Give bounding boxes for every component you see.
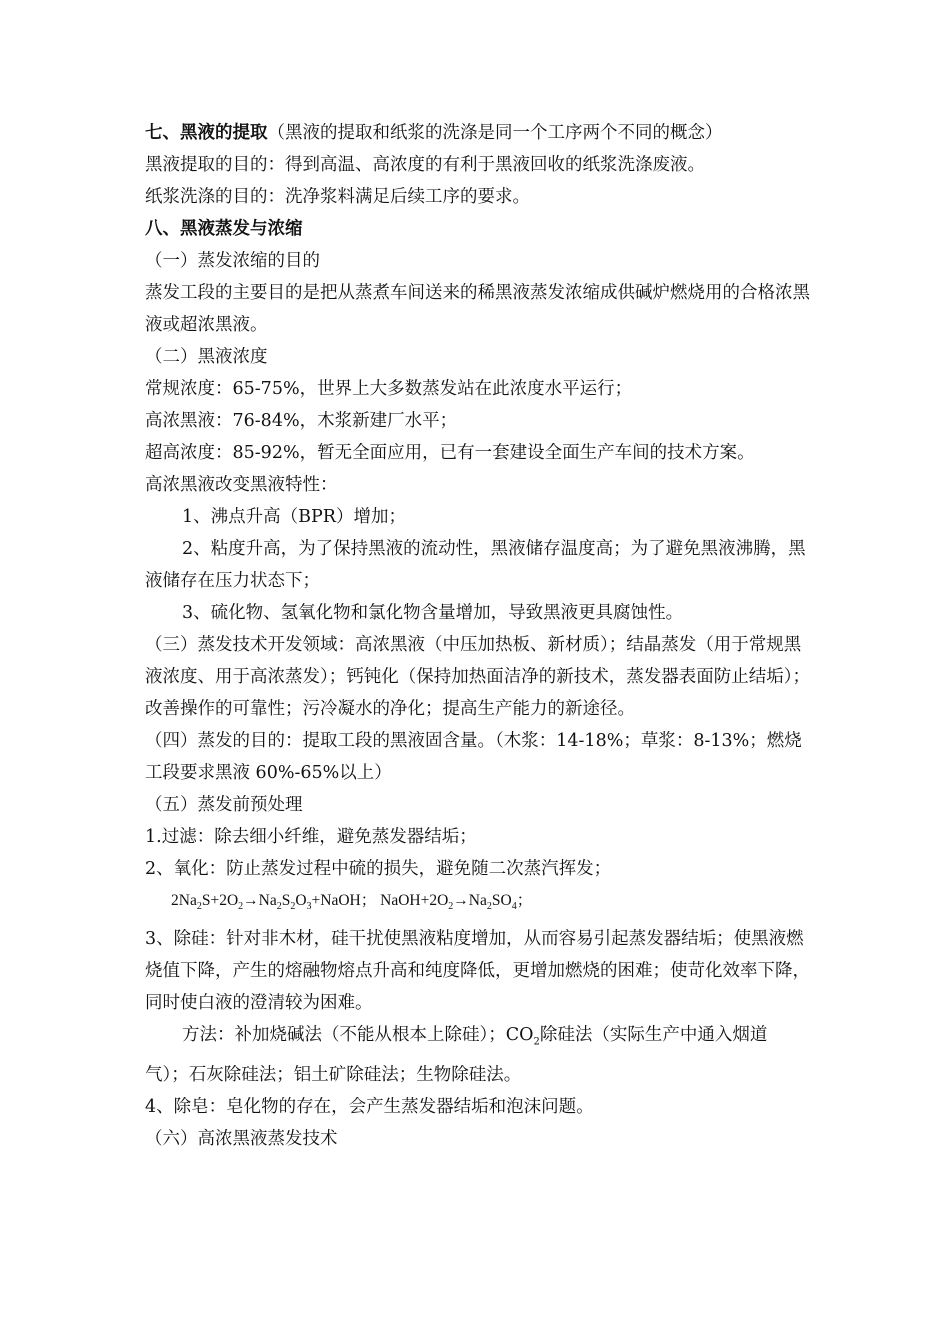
section-7-note: （黑液的提取和纸浆的洗涤是同一个工序两个不同的概念） (267, 123, 723, 143)
pretreatment-item-2: 2、氧化：防止蒸发过程中硫的损失，避免随二次蒸汽挥发； (145, 859, 612, 879)
characteristic-item-1: 1、沸点升高（BPR）增加； (182, 507, 406, 527)
eq-sub: 2 (290, 901, 296, 913)
subsection-5-title: （五）蒸发前预处理 (145, 795, 303, 815)
methods-part-b: 除硅法（实际生产中通入烟道气）；石灰除硅法；铝土矿除硅法；生物除硅法。 (145, 1025, 768, 1085)
eq-part: S+2O (201, 892, 239, 909)
eq-part: +NaOH； (311, 892, 377, 909)
methods-part-a: 方法：补加烧碱法（不能从根本上除硅）；CO (182, 1025, 534, 1046)
eq-part: O (295, 892, 307, 909)
subsection-1-title: （一）蒸发浓缩的目的 (145, 251, 320, 271)
section-7-heading: 七、黑液的提取 (145, 123, 268, 143)
subsection-1-text: 蒸发工段的主要目的是把从蒸煮车间送来的稀黑液蒸发浓缩成供碱炉燃烧用的合格浓黑液或超浓黑液。 (145, 283, 810, 335)
concentration-ultra: 超高浓度：85-92%，暂无全面应用，已有一套建设全面生产车间的技术方案。 (145, 443, 755, 463)
eq-part: Na (468, 892, 487, 909)
characteristic-item-3: 3、硫化物、氢氧化物和氯化物含量增加，导致黑液更具腐蚀性。 (182, 603, 684, 623)
section-7-heading-line (145, 117, 810, 149)
eq-sub: 2 (276, 901, 282, 913)
arrow-icon: → (243, 892, 259, 909)
pretreatment-item-3: 3、除硅：针对非木材，硅干扰使黑液粘度增加，从而容易引起蒸发器结垢；使黑液燃烧值下降，产生的熔融物熔点升高和纯度降低，更增加燃烧的困难；使苛化效率下降，同时使白液的澄清较为困难。 (145, 929, 810, 1014)
arrow-icon: → (453, 892, 469, 909)
concentration-normal: 常规浓度：65-75%，世界上大多数蒸发站在此浓度水平运行； (145, 379, 633, 399)
eq-sub: 2 (486, 901, 492, 913)
subsection-3-text: （三）蒸发技术开发领域：高浓黑液（中压加热板、新材质）；结晶蒸发（用于常规黑液浓度、用于高浓蒸发）；钙钝化（保持加热面洁净的新技术，蒸发器表面防止结垢）；改善操作的可靠性；污冷凝水的净化；提高生产能力的新途径。 (145, 635, 810, 719)
eq-sub: 2 (448, 901, 454, 913)
pretreatment-item-4: 4、除皂：皂化物的存在，会产生蒸发器结垢和泡沫问题。 (145, 1096, 594, 1117)
eq-part: 2Na (171, 892, 197, 909)
eq-sub: 4 (511, 901, 517, 913)
eq-part: SO (491, 892, 512, 909)
subsection-4-text: （四）蒸发的目的：提取工段的黑液固含量。（木浆：14-18%；草浆：8-13%；燃烧工段要求黑液 60%-65%以上） (145, 731, 802, 783)
extraction-purpose: 黑液提取的目的：得到高温、高浓度的有利于黑液回收的纸浆洗涤废液。 (145, 155, 705, 175)
eq-part: NaOH+2O (380, 892, 449, 909)
washing-purpose: 纸浆洗涤的目的：洗净浆料满足后续工序的要求。 (145, 187, 530, 207)
oxidation-equation (145, 885, 810, 923)
eq-part: Na (258, 892, 277, 909)
section-8-heading: 八、黑液蒸发与浓缩 (145, 219, 303, 239)
eq-sub: 3 (306, 901, 312, 913)
characteristics-intro: 高浓黑液改变黑液特性： (145, 475, 338, 495)
subsection-6-title: （六）高浓黑液蒸发技术 (145, 1128, 338, 1149)
concentration-high: 高浓黑液：76-84%，木浆新建厂水平； (145, 411, 458, 431)
eq-sub: 2 (196, 901, 202, 913)
subsection-2-title: （二）黑液浓度 (145, 347, 268, 367)
eq-part: S (281, 892, 291, 909)
eq-part: ； (516, 892, 533, 909)
characteristic-item-2: 2、粘度升高，为了保持黑液的流动性，黑液储存温度高；为了避免黑液沸腾，黑液储存在压力状态下； (145, 539, 806, 591)
methods-sub: 2 (533, 1036, 540, 1048)
desilication-methods (145, 1019, 810, 1091)
pretreatment-item-1: 1.过滤：除去细小纤维，避免蒸发器结垢； (145, 827, 477, 847)
eq-sub: 2 (238, 901, 244, 913)
